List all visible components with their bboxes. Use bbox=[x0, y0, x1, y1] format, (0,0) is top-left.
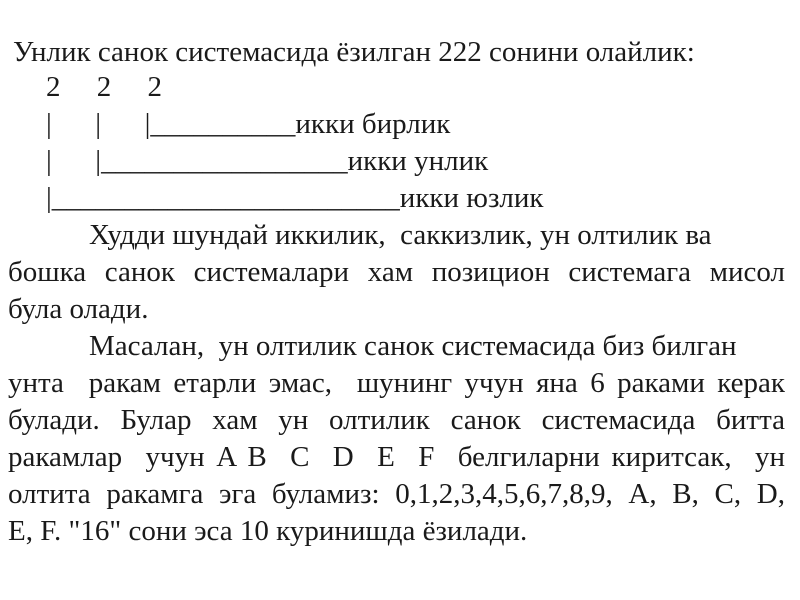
paragraph1-line1: Худди шундай иккилик, саккизлик, ун олтилик ва bbox=[89, 219, 712, 251]
paragraph2-line6: E, F. "16" сони эса 10 куринишда ёзилади. bbox=[8, 515, 528, 547]
paragraph2-line4: ракамлар учун A B C D E F белгиларни киритсак, ун bbox=[8, 441, 785, 473]
paragraph2-line5: олтита ракамга эга буламиз: 0,1,2,3,4,5,6,7,8,9, A, B, C, D, bbox=[8, 478, 785, 510]
paragraph2-line1: Масалан, ун олтилик санок системасида биз билган bbox=[89, 330, 737, 362]
digits-row: 2 2 2 bbox=[46, 71, 162, 103]
paragraph1-line2: бошка санок системалари хам позицион системага мисол bbox=[8, 256, 785, 288]
place-value-ones-line: | | |__________икки бирлик bbox=[46, 108, 451, 140]
place-value-tens-line: | |_________________икки унлик bbox=[46, 145, 489, 177]
intro-line: Унлик санок системасида ёзилган 222 сонини олайлик: bbox=[13, 36, 695, 68]
place-value-hundreds-line: |________________________икки юзлик bbox=[46, 182, 544, 214]
paragraph1-line3: була олади. bbox=[8, 293, 149, 325]
paragraph2-line3: булади. Булар хам ун олтилик санок системасида битта bbox=[8, 404, 785, 436]
paragraph2-line2: унта ракам етарли эмас, шунинг учун яна 6 раками керак bbox=[8, 367, 785, 399]
